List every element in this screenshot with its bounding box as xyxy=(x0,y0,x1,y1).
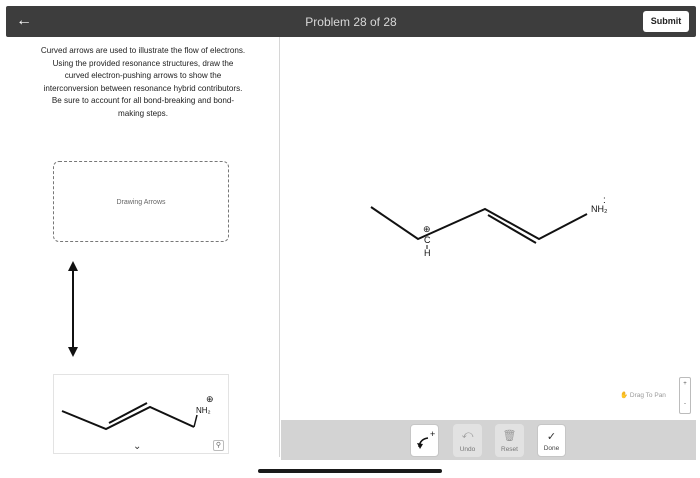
zoom-control xyxy=(679,377,691,414)
reset-button[interactable] xyxy=(495,424,524,457)
undo-label: Undo xyxy=(459,446,476,453)
carbon-atom-label: C xyxy=(424,235,431,245)
carbon-chain-bonds xyxy=(371,207,587,239)
double-bond-line xyxy=(488,215,536,243)
undo-button[interactable] xyxy=(453,424,482,457)
curved-arrow-plus-icon xyxy=(411,425,440,458)
zoom-out-button[interactable]: - xyxy=(684,401,686,407)
answer-structure-drawing xyxy=(54,375,230,455)
positive-charge-icon: ⊕ xyxy=(206,394,214,404)
back-arrow-icon[interactable]: ← xyxy=(16,12,32,29)
reset-label: Reset xyxy=(501,446,518,453)
nh2-group-label: NH₂ xyxy=(196,406,211,415)
cn-bond xyxy=(194,415,197,427)
bottom-toolbar xyxy=(281,420,696,460)
instruction-line: interconversion between resonance hybrid contributors. xyxy=(43,83,243,93)
resonance-structure-card[interactable] xyxy=(53,374,229,454)
done-label: Done xyxy=(543,445,560,452)
hydrogen-atom-label: H xyxy=(424,248,431,258)
lone-pair-dots: : xyxy=(603,195,606,206)
resonance-double-arrow-icon xyxy=(66,261,80,357)
drawing-canvas[interactable] xyxy=(281,37,696,420)
double-bond-line xyxy=(109,403,147,423)
svg-text:+: + xyxy=(430,429,436,439)
left-panel xyxy=(6,37,280,457)
chevron-down-icon[interactable]: ⌄ xyxy=(133,441,142,452)
header-bar xyxy=(6,6,696,37)
done-button[interactable] xyxy=(537,424,566,457)
instruction-line: curved electron-pushing arrows to show the xyxy=(64,71,222,81)
hand-icon: ✋ xyxy=(620,392,629,399)
zoom-in-button[interactable]: + xyxy=(683,381,687,387)
drawing-arrows-dropzone[interactable] xyxy=(53,161,229,242)
curved-arrow-tool-button[interactable] xyxy=(410,424,439,457)
drag-to-pan-label: Drag To Pan xyxy=(629,392,666,399)
nh2-group-label: NH₂ xyxy=(591,204,608,214)
positive-charge-icon: ⊕ xyxy=(423,224,431,234)
drawing-arrows-label: Drawing Arrows xyxy=(116,199,166,206)
instruction-line: Be sure to account for all bond-breaking and bond- xyxy=(51,96,235,106)
page-title: Problem 28 of 28 xyxy=(305,15,397,29)
instruction-line: Using the provided resonance structures, draw the xyxy=(52,58,234,68)
submit-button[interactable]: Submit xyxy=(643,11,689,32)
home-indicator xyxy=(258,469,442,473)
undo-icon: ⤺ xyxy=(461,429,474,441)
instruction-line: Curved arrows are used to illustrate the flow of electrons. xyxy=(40,46,246,55)
magnify-icon[interactable]: ⚲ xyxy=(213,440,224,451)
instruction-line: making steps. xyxy=(118,108,168,118)
check-circle-icon: ✓ xyxy=(546,431,557,443)
drag-to-pan-control[interactable] xyxy=(620,391,666,399)
trash-icon: 🗑 xyxy=(502,430,517,442)
carbon-chain-bonds xyxy=(62,407,194,429)
molecule-drawing xyxy=(281,37,696,420)
instructions-text xyxy=(12,45,274,121)
